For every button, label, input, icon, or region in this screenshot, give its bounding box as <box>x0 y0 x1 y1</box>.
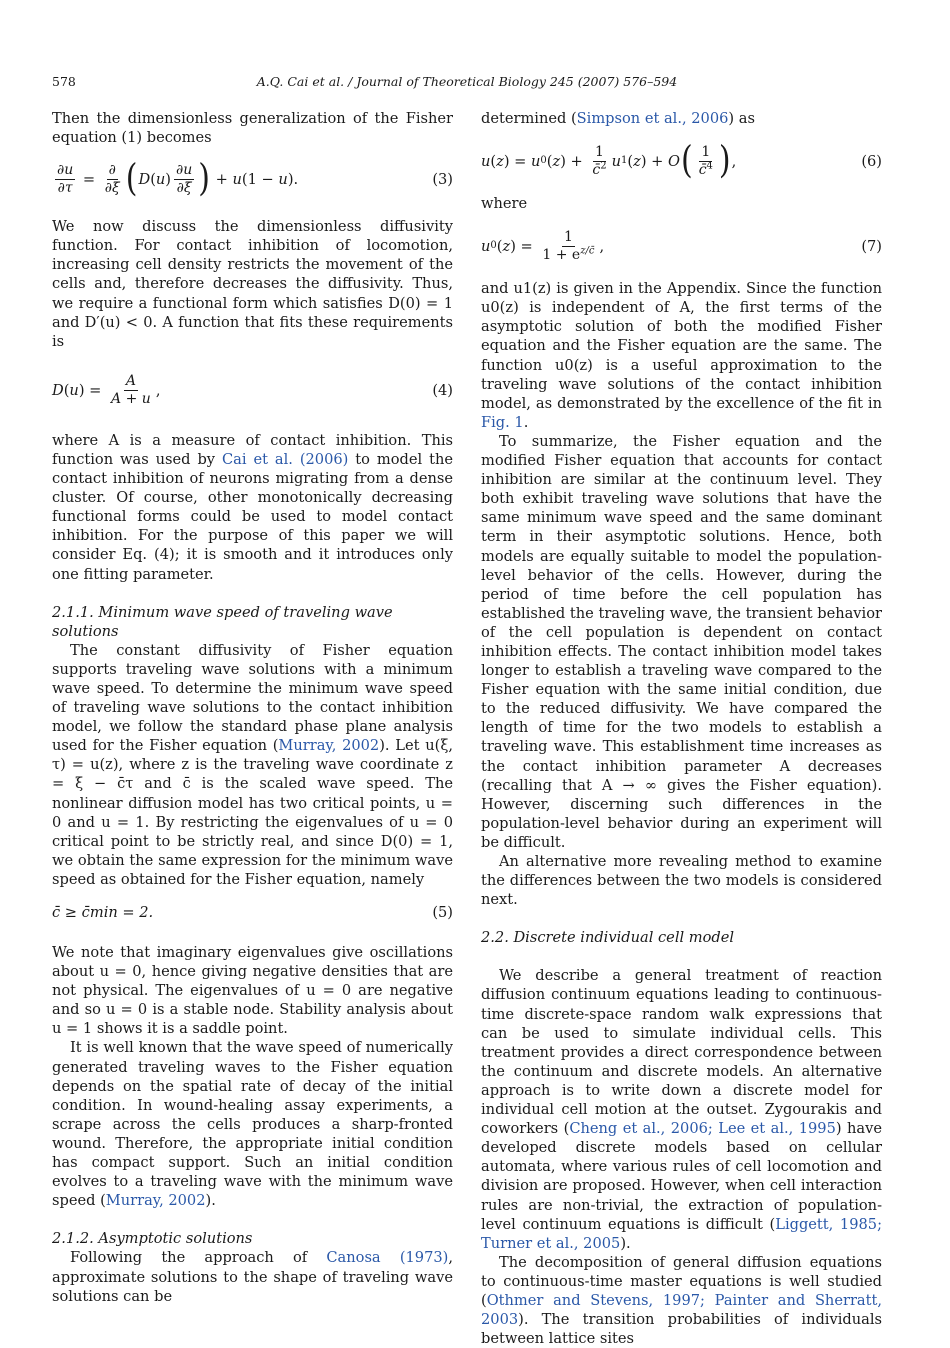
equation-4 <box>52 351 453 431</box>
section-heading: 2.2. Discrete individual cell model <box>481 929 735 947</box>
equation-6-formula: u ( z ) = u 0 ( z ) + $\frac{1}{c̄^2}$ u 1 ( z ) + O ( $\frac{1}{c̄^4}$ ) , <box>481 138 737 183</box>
citation-link[interactable]: Cai et al. (2006) <box>221 450 349 468</box>
equation-4-formula: D ( u ) = $\frac{A}{A + u}$ , <box>52 373 161 408</box>
running-title: A.Q. Cai et al. / Journal of Theoretical Biology 245 (2007) 576–594 <box>256 74 678 89</box>
paragraph: It is well known that the wave speed of numerically generated traveling waves to the Fisher equation depends on the spatial rate of decay of the initial condition. In wound-healing assay experiments, a scrape across the cells produces a sharp-fronted wound. Therefore, the appropriate initial condition has compact support. Such an initial condition evolves to a traveling wave with the minimum wave speed (Murray, 2002). <box>52 1039 453 1210</box>
right-column <box>481 109 882 1348</box>
paragraph: where A is a measure of contact inhibition. This function was used by Cai et al. (2006) to model the contact inhibition of neurons migrating from a dense cluster. Of course, other monotonically decreasing functional forms could be used to model contact inhibition. For the purpose of this paper we will consider Eq. (4); it is smooth and it introduces only one fitting parameter. <box>52 431 453 583</box>
citation-link[interactable]: Simpson et al., 2006 <box>576 110 729 127</box>
paragraph: To summarize, the Fisher equation and the modified Fisher equation that accounts for contact inhibition are similar at the continuum level. They both exhibit traveling wave solutions that have the same minimum wave speed and the same dominant term in their asymptotic solutions. Hence, both models are equally suitable to model the population-level behavior of the cells. However, during the period of time before the cell population has established the traveling wave, the transient behavior of the cell population is dependent on contact inhibition effects. The contact inhibition model takes longer to establish a traveling wave compared to the Fisher equation with the same initial condition, due to the reduced diffusivity. We have compared the length of time for the two models to establish a traveling wave. This establishment time increases as the contact inhibition parameter A decreases (recalling that A → ∞ gives the Fisher equation). However, discerning such differences in the population-level behavior during an experiment will be difficult. <box>481 432 882 851</box>
citation-link[interactable]: Canosa (1973) <box>326 1249 449 1267</box>
figure-link[interactable]: Fig. 1 <box>481 413 524 431</box>
equation-number: (6) <box>861 152 882 170</box>
equation-number: (7) <box>861 237 882 255</box>
citation-link[interactable]: Liggett, 1985; Turner et al., 2005 <box>481 1215 882 1252</box>
paragraph: Then the dimensionless generalization of the Fisher equation (1) becomes <box>52 110 453 147</box>
page-header <box>52 74 882 94</box>
subsection-heading: 2.1.1. Minimum wave speed of traveling wave solutions <box>52 603 393 640</box>
equation-number: (5) <box>432 904 453 922</box>
paragraph: and u1(z) is given in the Appendix. Since the function u0(z) is independent of A, the first terms of the asymptotic solution of both the modified Fisher equation and the Fisher equation are the same. The function u0(z) is a useful approximation to the traveling wave solutions of the contact inhibition model, as demonstrated by the excellence of the fit in Fig. 1. <box>481 280 882 431</box>
paragraph: determined (Simpson et al., 2006) as <box>481 110 755 127</box>
equation-3 <box>52 147 453 211</box>
equation-number: (4) <box>432 382 453 400</box>
paragraph: An alternative more revealing method to examine the differences between the two models is considered next. <box>481 853 882 909</box>
subsection-heading: 2.1.2. Asymptotic solutions <box>52 1230 253 1248</box>
paragraph: Following the approach of Canosa (1973), approximate solutions to the shape of traveling wave solutions can be <box>52 1249 453 1305</box>
equation-6 <box>481 128 882 194</box>
paragraph: The constant diffusivity of Fisher equation supports traveling wave solutions with a minimum wave speed. To determine the minimum wave speed of traveling wave solutions to the contact inhibition model, we follow the standard phase plane analysis used for the Fisher equation (Murray, 2002). Let u(ξ, τ) = u(z), where z is the traveling wave coordinate z = ξ − c̄τ and c̄ is the scaled wave speed. The nonlinear diffusion model has two critical points, u = 0 and u = 1. By restricting the eigenvalues of u = 0 critical point to be strictly real, and since D(0) = 1, we obtain the same expression for the minimum wave speed as obtained for the Fisher equation, namely <box>52 641 454 888</box>
paragraph: We describe a general treatment of reaction diffusion continuum equations leading to continuous-time discrete-space random walk expressions that can be used to simulate individual cells. This treatment provides a direct correspondence between the continuum and discrete models. An alternative approach is to write down a discrete model for individual cell motion at the outset. Zygourakis and coworkers (Cheng et al., 2006; Lee et al., 1995) have developed discrete models based on cellular automata, where various rules of cell locomotion and division are proposed. However, when cell interaction rules are non-trivial, the extraction of population-level continuum equations is difficult (Liggett, 1985; Turner et al., 2005). <box>481 967 882 1252</box>
equation-7 <box>481 213 882 279</box>
paragraph: The decomposition of general diffusion equations to continuous-time master equations is well studied (Othmer and Stevens, 1997; Painter and Sherratt, 2003). The transition probabilities of individuals between lattice sites <box>481 1253 882 1348</box>
left-column <box>52 109 453 1306</box>
equation-number: (3) <box>432 170 453 188</box>
citation-link[interactable]: Othmer and Stevens, 1997; Painter and Sherratt, 2003 <box>481 1291 882 1329</box>
paragraph: We note that imaginary eigenvalues give oscillations about u = 0, hence giving negative densities that are not physical. The eigenvalues of u = 0 are negative and so u = 0 is a stable node. Stability analysis about u = 1 shows it is a saddle point. <box>52 944 453 1038</box>
equation-3-formula: $\frac{\partial u}{\partial\tau}$ = $\frac{\partial}{\partial\xī}$ ( D ( u ) $\frac{\partial u}{\partial\xī}$ ) + u (1 − u ). <box>57 156 299 201</box>
equation-7-formula: u 0 ( z ) = $\frac{1}{1 + e^{z/c̄}}$ , <box>481 228 605 263</box>
equation-5 <box>52 889 453 937</box>
page-number: 578 <box>52 74 76 89</box>
citation-link[interactable]: Murray, 2002 <box>278 737 380 755</box>
paragraph: where <box>481 195 528 213</box>
paragraph: We now discuss the dimensionless diffusivity function. For contact inhibition of locomotion, increasing cell density restricts the movement of the cells and, therefore decreases the diffusivity. Thus, we require a functional form which satisfies D(0) = 1 and D′(u) < 0. A function that fits these requirements is <box>52 218 453 350</box>
equation-5-formula: c̄ ≥ c̄min = 2. <box>52 904 154 922</box>
citation-link[interactable]: Cheng et al., 2006; Lee et al., 1995 <box>569 1120 836 1138</box>
citation-link[interactable]: Murray, 2002 <box>105 1192 206 1210</box>
